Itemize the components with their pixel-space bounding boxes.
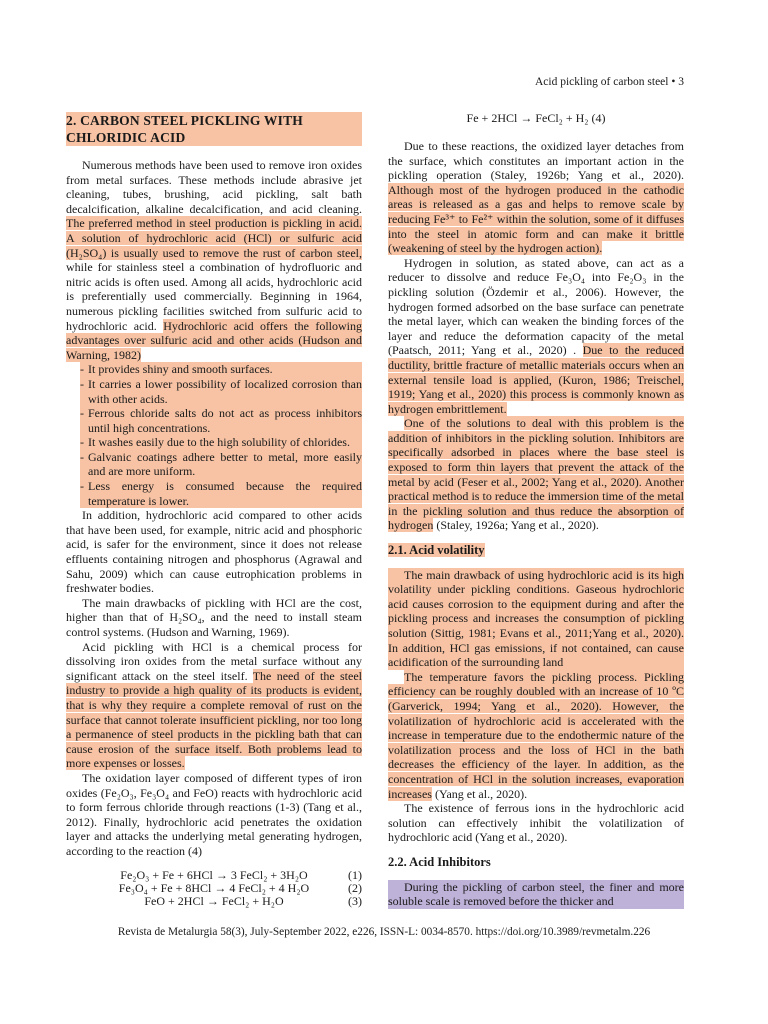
paragraph: The temperature favors the pickling process. Pickling efficiency can be roughly doubled with an increase of 10 ºC (Garverick, 1994; Yang et al., 2020). However, the volatilization of hydrochloric acid is accelerated with the increase in temperature due to the endothermic nature of the volatilization process and the loss of HCl in the bath decreases the efficiency of the layer. In addition, as the concentration of HCl in the solution increases, evaporation increases (Yang et al., 2020).	[388, 669, 684, 801]
equation-2: Fe₃O₄ + Fe + 8HCl → 4 FeCl₂ + 4 H₂O (2)	[118, 880, 362, 895]
highlight: Although most of the hydrogen produced in the cathodic areas is released as a gas and helps to remove scale by reducing Fe³⁺ to Fe²⁺ within the solution, some of it diffuses into the steel in atomic form and can make it brittle (weakening of steel by the hydrogen action).	[388, 182, 684, 256]
paragraph: The main drawbacks of pickling with HCl are the cost, higher than that of H₂SO₄, and the need to install steam control systems. (Hudson and Warning, 1969).	[66, 595, 362, 639]
paragraph: Acid pickling with HCl is a chemical process for dissolving iron oxides from the metal surface without any significant attack on the steel itself. The need of the steel industry to provide a high quality of its products is evident, that is why they require a complete removal of rust on the surface that cannot tolerate insufficient pickling, nor too long a permanence of steel products in the pickling bath that can cause erosion of the surface itself. Both problems lead to more expenses or losses.	[66, 639, 362, 771]
paragraph: The existence of ferrous ions in the hydrochloric acid solution can effectively inhibit the volatilization of hydrochloric acid (Yang et al., 2020).	[388, 801, 684, 845]
highlight: The need of the steel industry to provide a high quality of its products is evident, that is why they require a complete removal of rust on the surface that cannot tolerate insufficient pickling, nor too long a permanence of steel products in the pickling bath that can cause erosion of the surface itself. Both problems lead to more expenses or losses.	[66, 668, 362, 771]
paragraph: In addition, hydrochloric acid compared to other acids that have been used, for example, nitric acid and phosphoric acid, is safer for the environment, since it does not release effluents containing nitrogen and phosphorus (Agrawal and Sahu, 2009) which can cause eutrophication problems in freshwater bodies.	[66, 508, 362, 596]
right-column	[388, 108, 684, 909]
list-item: - It provides shiny and smooth surfaces.	[80, 362, 362, 377]
subsection-heading: 2.1. Acid volatility	[388, 543, 485, 558]
list-item: - It carries a lower possibility of localized corrosion than with other acids.	[80, 377, 362, 406]
equations	[66, 869, 362, 908]
paragraph: During the pickling of carbon steel, the finer and more soluble scale is removed before the thicker and	[388, 879, 684, 909]
paragraph: Numerous methods have been used to remove iron oxides from metal surfaces. These methods include abrasive jet cleaning, tubes, brushing, acid pickling, salt bath decalcification, alkaline decalcification, and acid cleaning. The preferred method in steel production is pickling in acid. A solution of hydrochloric acid (HCl) or sulfuric acid (H₂SO₄) is usually used to remove the rust of carbon steel, while for stainless steel a combination of hydrofluoric and nitric acids is often used. Among all acids, hydrochloric acid is preferentially used commercially. Beginning in 1964, numerous pickling facilities switched from sulfuric acid to hydrochloric acid. Hydrochloric acid offers the following advantages over sulfuric acid and other acids (Hudson and Warning, 1982)	[66, 158, 362, 362]
paragraph: Due to these reactions, the oxidized layer detaches from the surface, which constitutes an important action in the pickling operation (Staley, 1926b; Yang et al., 2020). Although most of the hydrogen produced in the cathodic areas is released as a gas and helps to remove scale by reducing Fe³⁺ to Fe²⁺ within the solution, some of it diffuses into the steel in atomic form and can make it brittle (weakening of steel by the hydrogen action).	[388, 139, 684, 256]
running-header: Acid pickling of carbon steel • 3	[534, 76, 684, 88]
list-item: - It washes easily due to the high solubility of chlorides.	[80, 435, 362, 450]
paragraph: The main drawback of using hydrochloric acid is its high volatility under pickling conditions. Gaseous hydrochloric acid causes corrosion to the equipment during and after the pickling process and increases the consumption of pickling solution (Sittig, 1981; Evans et al., 2011;Yang et al., 2020). In addition, HCl gas emissions, if not contained, can cause acidification of the surrounding land	[388, 567, 684, 670]
equation-1: Fe₂O₃ + Fe + 6HCl → 3 FeCl₂ + 3H₂O (1)	[120, 867, 362, 882]
highlight: The preferred method in steel production is pickling in acid. A solution of hydrochloric acid (HCl) or sulfuric acid (H₂SO₄) is usually used to remove the rust of carbon steel,	[66, 216, 362, 260]
list-item: - Galvanic coatings adhere better to metal, more easily and are more uniform.	[80, 450, 362, 479]
section-title: 2. CARBON STEEL PICKLING WITH CHLORIDIC ACID	[66, 112, 362, 146]
subsection-heading: 2.2. Acid Inhibitors	[388, 854, 491, 869]
list-item: - Less energy is consumed because the required temperature is lower.	[80, 479, 362, 508]
equation-4: Fe + 2HCl → FeCl₂ + H₂ (4)	[466, 111, 606, 125]
paragraph: One of the solutions to deal with this problem is the addition of inhibitors in the pickling solution. Inhibitors are specifically adsorbed in places where the base steel is exposed to form thin layers that prevent the attack of the metal by acid (Feser et al., 2002; Yang et al., 2020). Another practical method is to reduce the immersion time of the metal in the pickling solution and thus reduce the absorption of hydrogen (Staley, 1926a; Yang et al., 2020).	[388, 416, 684, 533]
highlight: One of the solutions to deal with this problem is the addition of inhibitors in the pickling solution. Inhibitors are specifically adsorbed in places where the base steel is exposed to form thin layers that prevent the attack of the metal by acid (Feser et al., 2002; Yang et al., 2020). Another practical method is to reduce the immersion time of the metal in the pickling solution and thus reduce the absorption of hydrogen	[388, 416, 684, 533]
paragraph: The oxidation layer composed of different types of iron oxides (Fe₂O₃, Fe₃O₄ and FeO) reacts with hydrochloric acid to form ferrous chloride through reactions (1-3) (Tang et al., 2012). Finally, hydrochloric acid penetrates the oxidation layer and attacks the underlying metal generating hydrogen, according to the reaction (4)	[66, 770, 362, 858]
paragraph: Hydrogen in solution, as stated above, can act as a reducer to dissolve and reduce Fe₃O₄ into Fe₂O₃ in the pickling solution (Özdemir et al., 2006). However, the hydrogen formed adsorbed on the base surface can penetrate the metal layer, which can weaken the binding forces of the layer and reduce the deformation capacity of the metal (Paatsch, 2011; Yang et al., 2020) . Due to the reduced ductility, brittle fracture of metallic materials occurs when an external tensile load is applied, (Kuron, 1986; Treischel, 1919; Yang et al., 2020) this process is commonly known as hydrogen embrittlement.	[388, 255, 685, 416]
highlight: Due to the reduced ductility, brittle fracture of metallic materials occurs when an external tensile load is applied, (Kuron, 1986; Treischel, 1919; Yang et al., 2020) this process is commonly known as hydrogen embrittlement.	[388, 343, 685, 416]
list-item: - Ferrous chloride salts do not act as process inhibitors until high concentrations.	[80, 406, 362, 435]
highlight: Hydrochloric acid offers the following advantages over sulfuric acid and other acids (Hudson and Warning, 1982)	[66, 318, 362, 362]
equation-3: FeO + 2HCl → FeCl₂ + H₂O (3)	[144, 893, 362, 908]
page-footer: Revista de Metalurgia 58(3), July-September 2022, e226, ISSN-L: 0034-8570. https://doi.org/10.3989/revmetalm.226	[117, 926, 651, 938]
advantages-list	[66, 362, 362, 508]
left-column	[66, 108, 362, 908]
highlight: The temperature favors the pickling process. Pickling efficiency can be roughly doubled with an increase of 10 ºC (Garverick, 1994; Yang et al., 2020). However, the volatilization of hydrochloric acid is accelerated with the increase in temperature due to the endothermic nature of the volatilization process and the loss of HCl in the bath decreases the efficiency of the layer. In addition, as the concentration of HCl in the solution increases, evaporation increases	[388, 669, 684, 801]
